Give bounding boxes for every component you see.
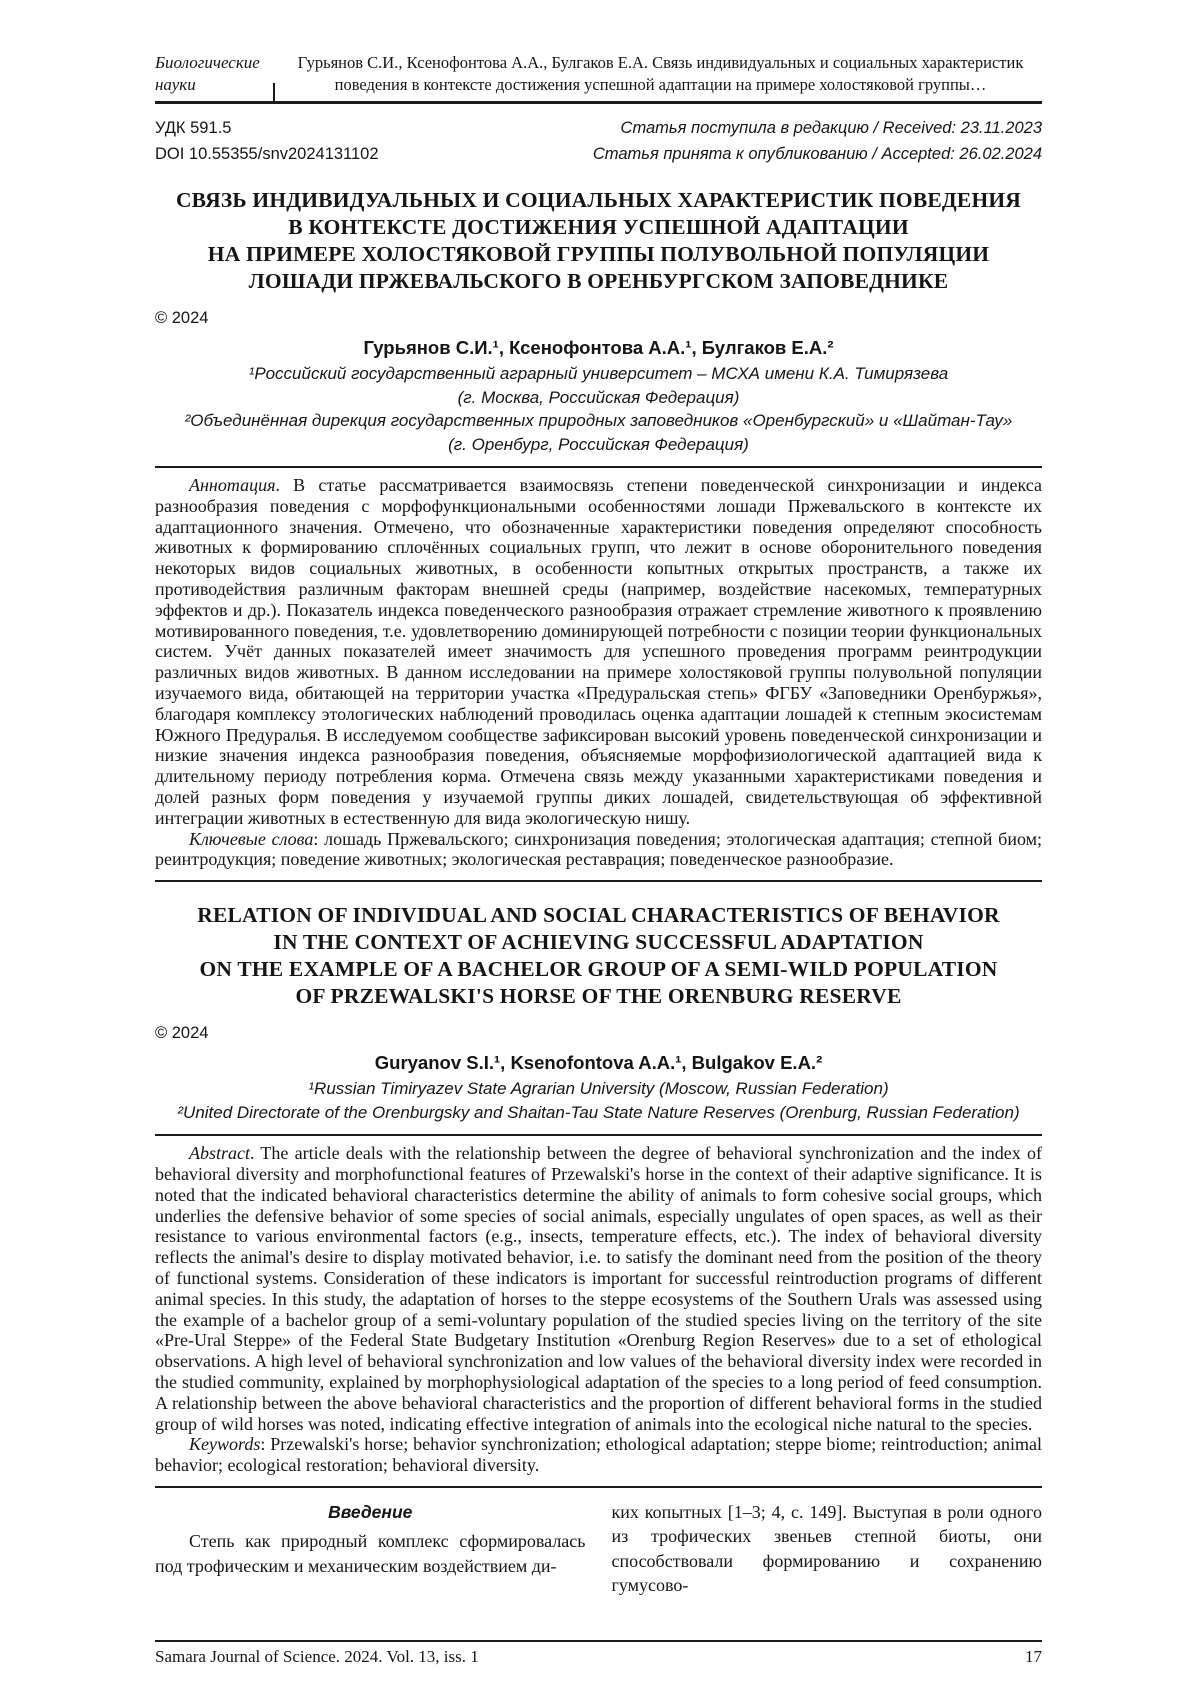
abstract-en-text: . The article deals with the relationship between the degree of behavioral synchronization and the index of behavioral diversity and morphofunctional features of Przewalski's horse in the context of their adaptive significance. It is noted that the indicated behavioral characteristics determine the ability of animals to form cohesive social groups, which underlies the defensive behavior of some species of social animals, especially ungulates of open spaces, as well as their resistance to various environmental factors (e.g., insects, temperature effects, etc.). The index of behavioral diversity reflects the animal's desire to display motivated behavior, i.e. to satisfy the dominant need from the position of the theory of functional systems. Consideration of these indicators is important for successful reintroduction programs of different animal species. In this study, the adaptation of horses to the steppe ecosystems of the Southern Urals was assessed using the example of a bachelor group of a semi-voluntary population of the studied species living on the territory of the site «Pre-Ural Steppe» of the Federal State Budgetary Institution «Orenburg Region Reserves» due to a set of ethological observations. A high level of behavioral synchronization and low values of the behavioral diversity index were recorded in the studied community, explained by morphophysiological adaptation of the species to a long period of feed consumption. A relationship between the above behavioral characteristics and the proportion of different behavioral forms in the studied group of wild horses was noted, indicating effective integration of animals into the ecological niche natural to the species. xyxy=(155,1143,1042,1434)
authors-en: Guryanov S.I.¹, Ksenofontova A.A.¹, Bulgakov E.A.² xyxy=(374,1052,823,1074)
meta-right xyxy=(593,119,1042,171)
keywords-en-text: : Przewalski's horse; behavior synchronization; ethological adaptation; steppe biome; reintroduction; animal behavior; ecological restoration; behavioral diversity. xyxy=(155,1434,1042,1476)
abstract-ru xyxy=(155,475,1042,829)
footer-journal-reference: Samara Journal of Science. 2024. Vol. 13, iss. 1 xyxy=(155,1647,479,1666)
affiliation-en-1: ¹Russian Timiryazev State Agrarian University (Moscow, Russian Federation) xyxy=(308,1079,889,1099)
title-ru-line-3: НА ПРИМЕРЕ ХОЛОСТЯКОВОЙ ГРУППЫ ПОЛУВОЛЬНОЙ ПОПУЛЯЦИИ xyxy=(207,242,990,266)
meta-left xyxy=(155,119,379,171)
article-title-ru xyxy=(155,187,1042,295)
rubric-line-2: науки xyxy=(155,75,196,94)
title-en-line-3: ON THE EXAMPLE OF A BACHELOR GROUP OF A SEMI-WILD POPULATION xyxy=(199,957,998,982)
affiliation-ru-2-city: (г. Оренбург, Российская Федерация) xyxy=(448,434,749,454)
keywords-en-label: Keywords xyxy=(189,1434,261,1455)
abstract-ru-label: Аннотация xyxy=(189,475,276,495)
title-ru-line-2: В КОНТЕКСТЕ ДОСТИЖЕНИЯ УСПЕШНОЙ АДАПТАЦИИ xyxy=(288,215,909,239)
title-ru-line-1: СВЯЗЬ ИНДИВИДУАЛЬНЫХ И СОЦИАЛЬНЫХ ХАРАКТЕРИСТИК ПОВЕДЕНИЯ xyxy=(175,188,1022,212)
abstract-ru-text: . В статье рассматривается взаимосвязь степени поведенческой синхронизации и индекса разнообразия поведения с морфофункциональными особенностями лошади Пржевальского в контексте их адаптационного значения. Отмечено, что обозначенные характеристики поведения определяют способность животных к формированию сплочённых социальных групп, что лежит в основе оборонительного поведения некоторых видов социальных животных, в особенности копытных открытых пространств, а также их противодействия различным факторам внешней среды (например, воздействие насекомых, температурных эффектов и др.). Показатель индекса поведенческого разнообразия отражает стремление животного к проявлению мотивированного поведения, т.е. удовлетворению доминирующей потребности с позиции теории функциональных систем. Учёт данных показателей имеет значимость для успешного проведения программ реинтродукции различных видов животных. В данном исследовании на примере холостяковой группы полувольной популяции изучаемого вида, обитающей на территории участка «Предуральская степь» ФГБУ «Заповедники Оренбуржья», благодаря комплексу этологических наблюдений проводилась оценка адаптации лошадей к степным экосистемам Южного Предуралья. В исследуемом сообществе зафиксирован высокий уровень поведенческой синхронизации и низкие значения индекса разнообразия поведения, объясняемые морфофизиологической адаптацией вида к длительному периоду потребления корма. Отмечена связь между указанными характеристиками поведения и долей разных форм поведения у изучаемой группы диких лошадей, свидетельствующая об эффективной интеграции животных в естественную для вида экологическую нишу. xyxy=(155,475,1042,828)
running-head-line-1: Гурьянов С.И., Ксенофонтова А.А., Булгаков Е.А. Связь индивидуальных и социальных характеристик xyxy=(297,53,1024,72)
affiliation-ru-1: ¹Российский государственный аграрный университет – МСХА имени К.А. Тимирязева xyxy=(248,364,949,383)
affiliation-en-2: ²United Directorate of the Orenburgsky and Shaitan-Tau State Nature Reserves (Orenburg, Russian Federation) xyxy=(177,1102,1020,1122)
copyright-ru: © 2024 xyxy=(155,309,209,327)
abstract-en-label: Abstract xyxy=(189,1143,250,1164)
header-divider xyxy=(273,83,275,101)
title-en-line-2: IN THE CONTEXT OF ACHIEVING SUCCESSFUL ADAPTATION xyxy=(273,930,924,955)
authors-ru: Гурьянов С.И.¹, Ксенофонтова А.А.¹, Булгаков Е.А.² xyxy=(363,337,834,358)
section-rule xyxy=(155,466,1042,468)
section-rule xyxy=(155,1134,1042,1136)
intro-left-paragraph: Степь как природный комплекс сформировалась под трофическим и механическим воздействием ди- xyxy=(155,1531,586,1576)
section-rule xyxy=(155,880,1042,882)
intro-right-paragraph: ких копытных [1–3; 4, с. 149]. Выступая в роли одного из трофических звеньев степной биоты, они способствовали формированию и сохранению гумусово- xyxy=(611,1501,1042,1596)
intro-left-column xyxy=(155,1500,586,1598)
title-en-line-4: OF PRZEWALSKI'S HORSE OF THE ORENBURG RESERVE xyxy=(295,984,902,1009)
udc-code: УДК 591.5 xyxy=(155,119,232,137)
article-meta xyxy=(155,119,1042,171)
keywords-ru-label: Ключевые слова xyxy=(189,828,314,849)
title-en-line-1: RELATION OF INDIVIDUAL AND SOCIAL CHARACTERISTICS OF BEHAVIOR xyxy=(197,903,1000,928)
affiliations-en xyxy=(155,1077,1042,1124)
title-ru-line-4: ЛОШАДИ ПРЖЕВАЛЬСКОГО В ОРЕНБУРГСКОМ ЗАПОВЕДНИКЕ xyxy=(248,269,949,293)
rubric-line-1: Биологические xyxy=(155,53,260,72)
affiliations-ru xyxy=(155,362,1042,456)
footer-page-number: 17 xyxy=(1025,1647,1042,1666)
received-date: Статья поступила в редакцию / Received: 23.11.2023 xyxy=(620,119,1042,137)
keywords-ru-text: : лошадь Пржевальского; синхронизация поведения; этологическая адаптация; степной биом; реинтродукция; поведение животных; экологическая реставрация; поведенческое разнообразие. xyxy=(155,828,1043,870)
intro-columns xyxy=(155,1500,1042,1598)
doi-code: DOI 10.55355/snv2024131102 xyxy=(155,145,379,163)
journal-header xyxy=(155,52,1042,104)
affiliation-ru-1-city: (г. Москва, Российская Федерация) xyxy=(457,387,740,407)
affiliation-ru-2: ²Объединённая дирекция государственных природных заповедников «Оренбургский» и «Шайтан-Тау» xyxy=(184,411,1013,430)
accepted-date: Статья принята к опубликованию / Accepted: 26.02.2024 xyxy=(592,145,1042,163)
keywords-en xyxy=(155,1434,1042,1476)
keywords-ru xyxy=(155,829,1042,871)
section-rule xyxy=(155,1486,1042,1488)
article-title-en xyxy=(155,902,1042,1010)
abstract-en xyxy=(155,1143,1042,1434)
intro-heading: Введение xyxy=(328,1501,413,1522)
page-footer xyxy=(155,1640,1042,1667)
journal-rubric xyxy=(155,52,273,96)
intro-right-column xyxy=(612,1500,1043,1598)
running-head xyxy=(279,52,1042,96)
copyright-en: © 2024 xyxy=(155,1024,209,1043)
running-head-line-2: поведения в контексте достижения успешной адаптации на примере холостяковой группы… xyxy=(334,75,987,94)
